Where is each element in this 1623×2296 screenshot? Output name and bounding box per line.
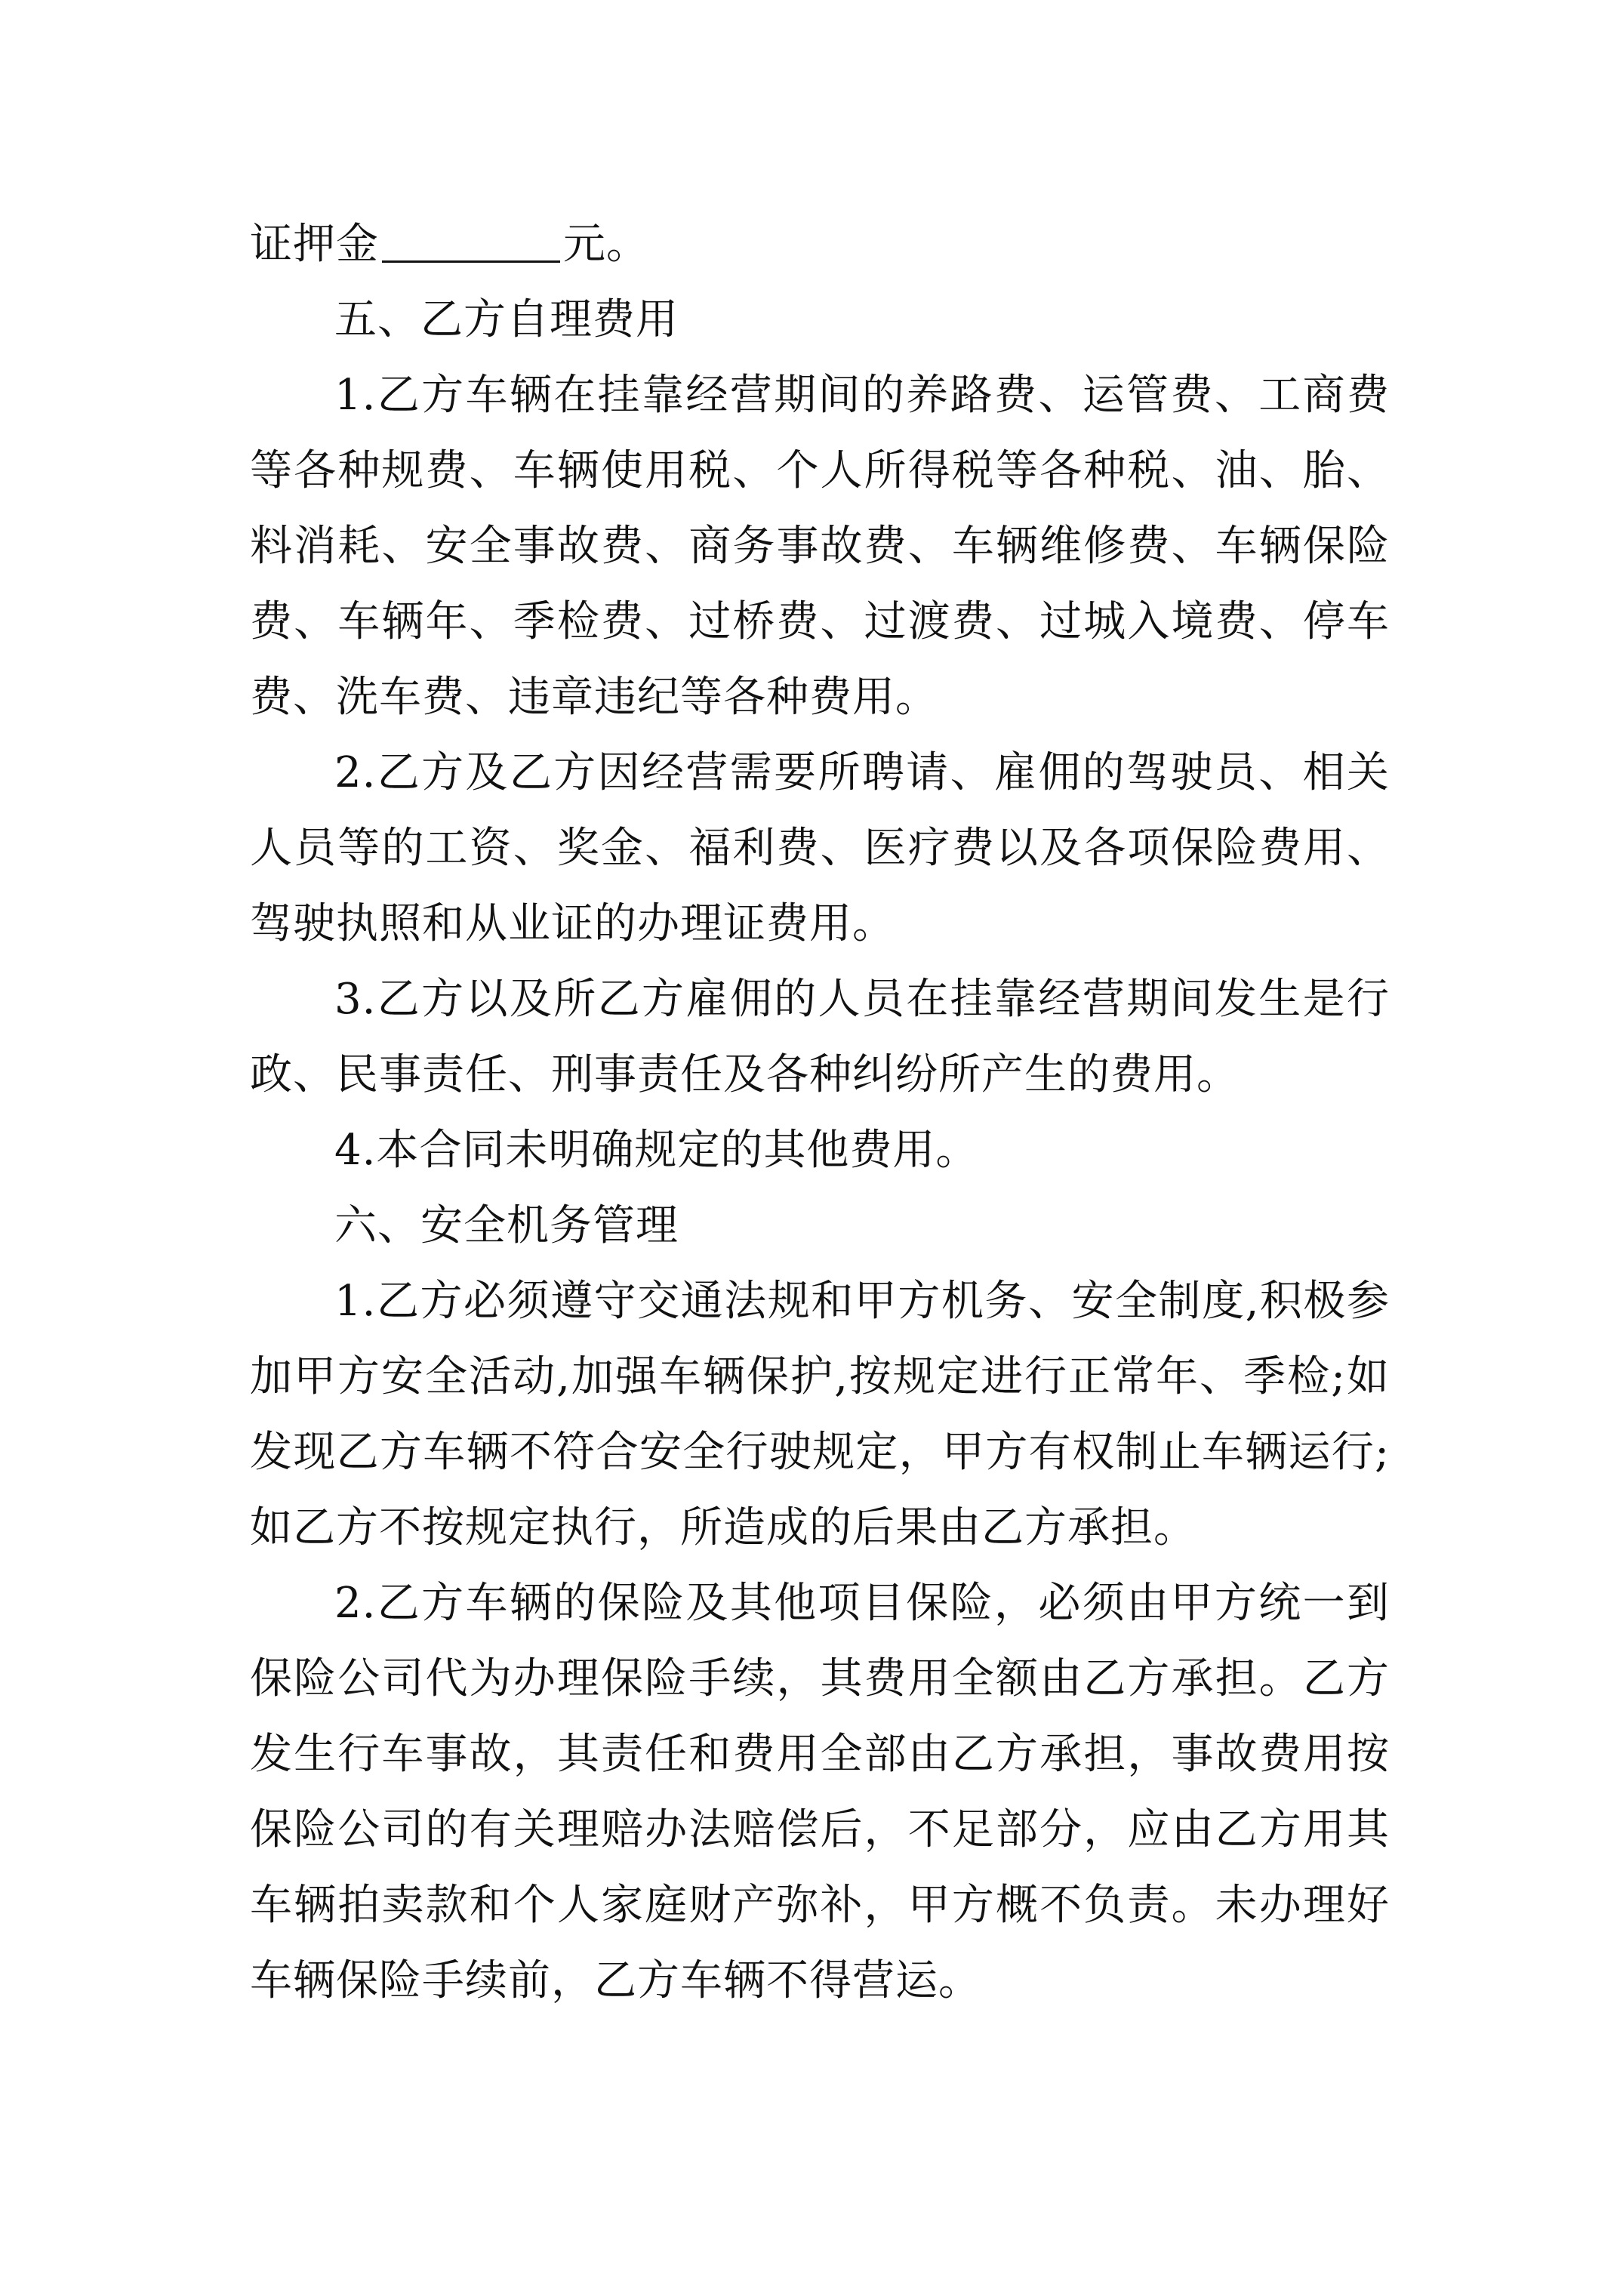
clause-6-2: 2.乙方车辆的保险及其他项目保险，必须由甲方统一到保险公司代为办理保险手续，其费用全额由乙方承担。乙方发生行车事故，其责任和费用全部由乙方承担，事故费用按保险公司的有关理赔办法赔偿后，不足部分，应由乙方用其车辆拍卖款和个人家庭财产弥补，甲方概不负责。未办理好车辆保险手续前，乙方车辆不得营运。 [250,1579,1390,2005]
clause-5-3: 3.乙方以及所乙方雇佣的人员在挂靠经营期间发生是行政、民事责任、刑事责任及各种纠纷所产生的费用。 [250,975,1390,1099]
document-body [250,207,1390,2019]
deposit-amount-blank [382,218,560,263]
deposit-line [250,207,1390,282]
deposit-suffix: 元。 [563,220,649,269]
clause-5-1: 1.乙方车辆在挂靠经营期间的养路费、运管费、工商费等各种规费、车辆使用税、个人所得税等各种税、油、胎、料消耗、安全事故费、商务事故费、车辆维修费、车辆保险费、车辆年、季检费、过桥费、过渡费、过城入境费、停车费、洗车费、违章违纪等各种费用。 [250,371,1390,722]
clause-5-4: 4.本合同未明确规定的其他费用。 [334,1126,979,1175]
section-heading-6: 六、安全机务管理 [334,1201,679,1250]
clause-6-1: 1.乙方必须遵守交通法规和甲方机务、安全制度,积极参加甲方安全活动,加强车辆保护,按规定进行正常年、季检;如发现乙方车辆不符合安全行驶规定，甲方有权制止车辆运行;如乙方不按规定执行，所造成的后果由乙方承担。 [250,1277,1390,1552]
clause-5-2: 2.乙方及乙方因经营需要所聘请、雇佣的驾驶员、相关人员等的工资、奖金、福利费、医疗费以及各项保险费用、驾驶执照和从业证的办理证费用。 [250,748,1390,948]
section-heading-5: 五、乙方自理费用 [334,295,679,344]
deposit-prefix: 证押金 [250,220,379,269]
